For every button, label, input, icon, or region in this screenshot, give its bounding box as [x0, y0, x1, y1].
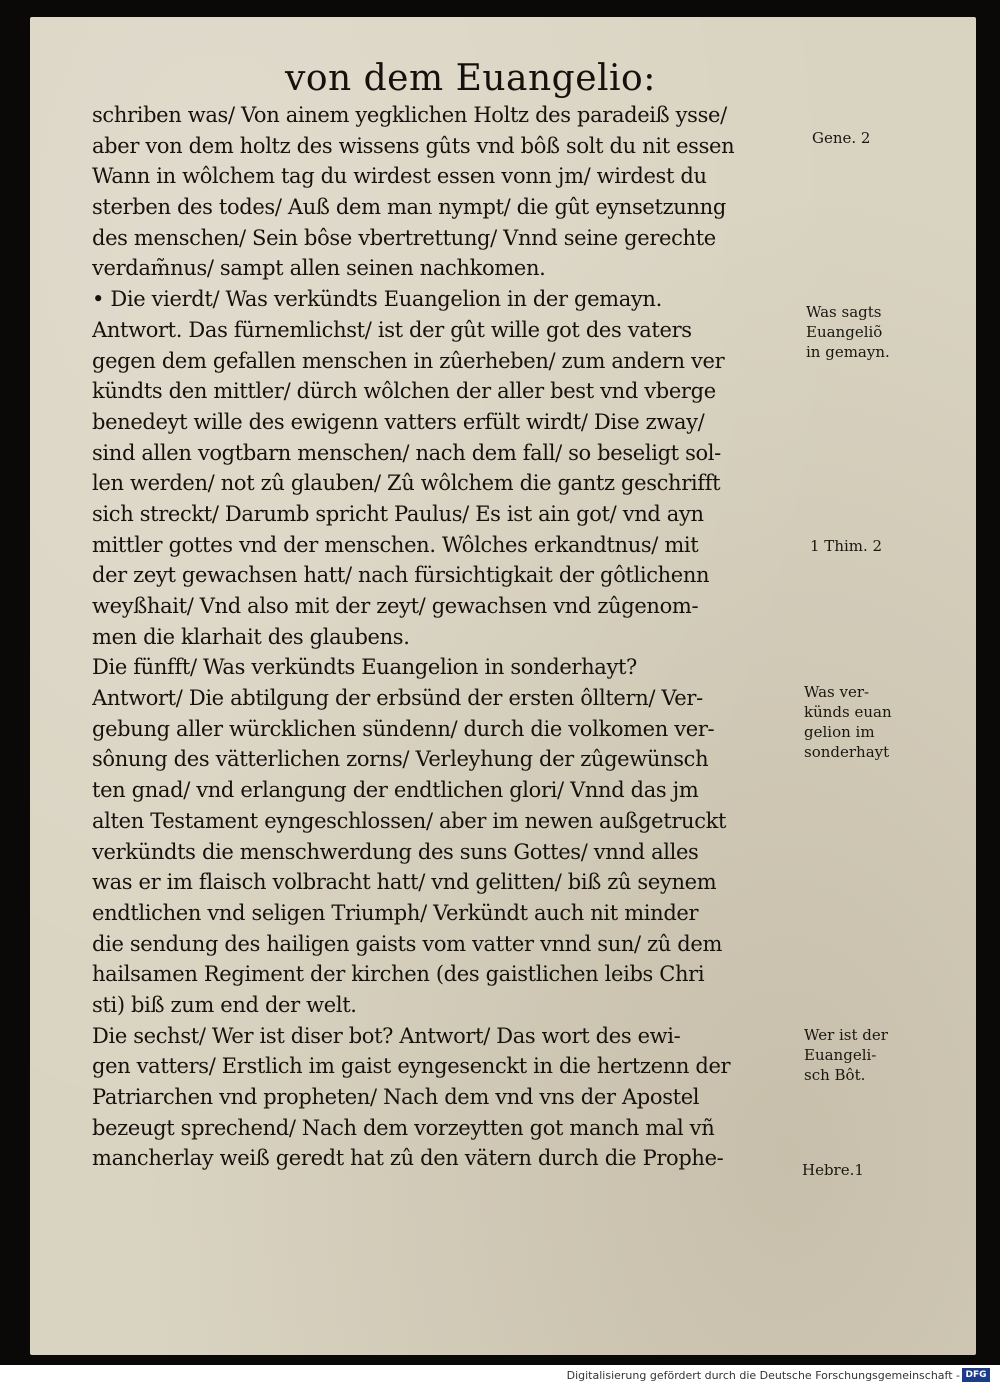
marginal-note-gene	[812, 128, 870, 148]
text-line: kündts den mittler/ dürch wôlchen der aller best vnd vberge	[92, 379, 716, 404]
text-line: sônung des vätterlichen zorns/ Verleyhung der zûgewünsch	[92, 747, 709, 772]
text-line: aber von dem holtz des wissens gûts vnd bôß solt du nit essen	[92, 133, 735, 158]
marginal-note-hebre	[802, 1160, 864, 1180]
marginal-note-line: in gemayn.	[806, 343, 890, 361]
text-line: die sendung des hailigen gaists vom vatter vnnd sun/ zû dem	[92, 931, 723, 956]
text-line: gebung aller würcklichen sündenn/ durch die volkomen ver-	[92, 716, 715, 741]
text-line: men die klarhait des glaubens.	[92, 624, 410, 649]
text-line: gegen dem gefallen menschen in zûerheben/ zum andern ver	[92, 348, 725, 373]
text-line: len werden/ not zû glauben/ Zû wôlchem die gantz geschrifft	[92, 471, 721, 496]
body-text	[92, 100, 804, 1192]
text-line: mittler gottes vnd der menschen. Wôlches erkandtnus/ mit	[92, 532, 699, 557]
text-line: mancherlay weiß geredt hat zû den vätern durch die Prophe-	[92, 1146, 724, 1171]
marginal-note-thim	[810, 536, 882, 556]
text-line: gen vatters/ Erstlich im gaist eyngesenckt in die hertzenn der	[92, 1054, 731, 1079]
text-line: des menschen/ Sein bôse vbertrettung/ Vnnd seine gerechte	[92, 225, 716, 250]
text-line: was er im flaisch volbracht hatt/ vnd gelitten/ biß zû seynem	[92, 870, 717, 895]
marginal-note-line: sch Bôt.	[804, 1066, 866, 1084]
text-line: Wann in wôlchem tag du wirdest essen vonn jm/ wirdest du	[92, 164, 707, 189]
text-line: Die fünfft/ Was verkündts Euangelion in sonderhayt?	[92, 655, 637, 680]
text-line: verkündts die menschwerdung des suns Gottes/ vnnd alles	[92, 839, 699, 864]
marginal-note-line: Hebre.1	[802, 1161, 864, 1179]
text-line: bezeugt sprechend/ Nach dem vorzeytten got manch mal vñ	[92, 1115, 715, 1140]
running-head: von dem Euangelio:	[285, 58, 656, 99]
text-line: schriben was/ Von ainem yegklichen Holtz des paradeiß ysse/	[92, 103, 727, 127]
text-line: sich streckt/ Darumb spricht Paulus/ Es ist ain got/ vnd ayn	[92, 501, 704, 526]
marginal-note-line: 1 Thim. 2	[810, 537, 883, 555]
text-line: sti) biß zum end der welt.	[92, 992, 357, 1017]
text-line: alten Testament eyngeschlossen/ aber im newen außgetruckt	[92, 808, 727, 833]
marginal-note-line: Wer ist der	[804, 1026, 888, 1044]
text-line: verdam̃nus/ sampt allen seinen nachkomen.	[92, 256, 546, 281]
marginal-note-line: Euangeli-	[804, 1046, 877, 1064]
funding-credit: Digitalisierung gefördert durch die Deutsche Forschungsgemeinschaft -	[566, 1369, 960, 1382]
marginal-note-line: Gene. 2	[812, 129, 871, 147]
marginal-note-line: Was ver-	[804, 683, 870, 701]
text-line: Patriarchen vnd propheten/ Nach dem vnd vns der Apostel	[92, 1085, 700, 1109]
text-line: sterben des todes/ Auß dem man nympt/ die gût eynsetzunng	[92, 195, 726, 220]
text-line: ten gnad/ vnd erlangung der endtlichen glori/ Vnnd das jm	[92, 778, 699, 803]
text-line: hailsamen Regiment der kirchen (des gaistlichen leibs Chri	[92, 962, 705, 987]
text-line: Antwort. Das fürnemlichst/ ist der gût wille got des vaters	[92, 317, 692, 342]
marginal-note-line: Was sagts	[806, 303, 882, 321]
text-line: Antwort/ Die abtilgung der erbsünd der ersten ôlltern/ Ver-	[92, 686, 703, 711]
text-line: • Die vierdt/ Was verkündts Euangelion in der gemayn.	[92, 287, 662, 312]
marginal-note-was-sagts	[806, 302, 890, 362]
marginal-note-was-verkunds	[804, 682, 892, 762]
marginal-note-line: künds euan	[804, 703, 892, 721]
marginal-note-line: Euangeliõ	[806, 323, 883, 341]
text-line: endtlichen vnd seligen Triumph/ Verkündt auch nit minder	[92, 900, 699, 925]
marginal-note-line: gelion im	[804, 723, 875, 741]
marginal-note-line: sonderhayt	[804, 743, 890, 761]
text-line: der zeyt gewachsen hatt/ nach fürsichtigkait der gôtlichenn	[92, 563, 710, 588]
text-line: benedeyt wille des ewigenn vatters erfült wirdt/ Dise zway/	[92, 409, 705, 434]
marginal-note-wer-ist	[804, 1025, 888, 1085]
text-line: weyßhait/ Vnd also mit der zeyt/ gewachsen vnd zûgenom-	[92, 594, 699, 618]
text-line: sind allen vogtbarn menschen/ nach dem fall/ so beseligt sol-	[92, 440, 721, 465]
dfg-logo: DFG	[962, 1368, 990, 1382]
text-line: Die sechst/ Wer ist diser bot? Antwort/ Das wort des ewi-	[92, 1023, 681, 1048]
